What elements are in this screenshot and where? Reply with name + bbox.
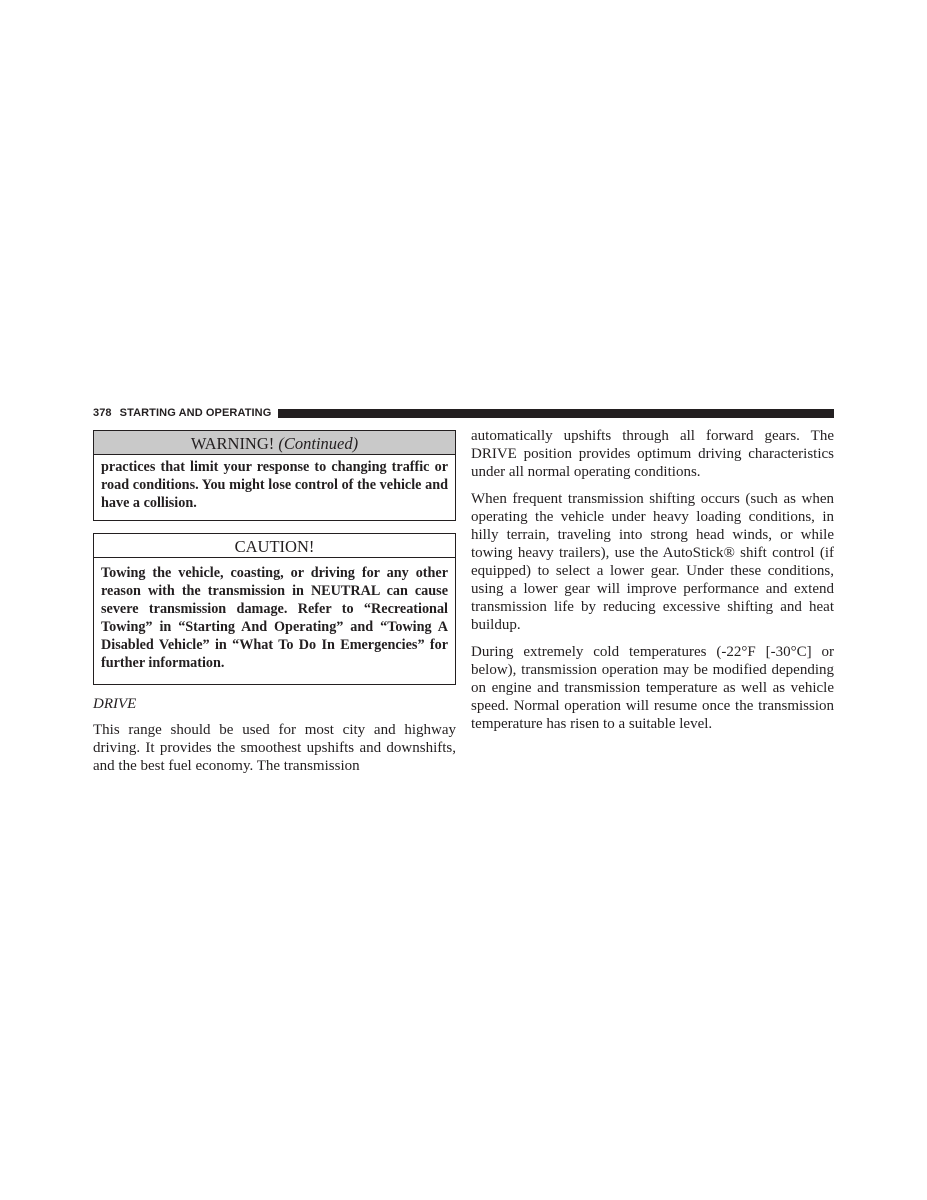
caution-title: CAUTION! (94, 534, 455, 558)
drive-paragraph: This range should be used for most city and highway driving. It provides the smoothest upshifts and downshifts, and the best fuel economy. The transmission (93, 722, 456, 774)
warning-continued: (Continued) (278, 434, 359, 453)
drive-heading: DRIVE (93, 696, 137, 712)
left-column (93, 430, 456, 775)
page-header (93, 405, 834, 421)
warning-body: practices that limit your response to changing traffic or road conditions. You might lose control of the vehicle and have a collision. (101, 459, 448, 511)
header-rule (278, 409, 834, 418)
right-column (471, 427, 834, 733)
section-title: STARTING AND OPERATING (119, 407, 272, 419)
right-paragraph-2: When frequent transmission shifting occurs (such as when operating the vehicle under heavy loading conditions, in hilly terrain, traveling into strong head winds, or while towing heavy trailers), use the AutoStick® shift control (if equipped) to select a lower gear. Under these conditions, using a lower gear will improve performance and extend transmission life by reducing excessive shifting and heat buildup. (471, 491, 834, 633)
right-paragraph-3: During extremely cold temperatures (-22°F [-30°C] or below), transmission operation may be modified depending on engine and transmission temperature as well as vehicle speed. Normal operation will resume once the transmission temperature has risen to a suitable level. (471, 644, 834, 732)
right-paragraph-1: automatically upshifts through all forward gears. The DRIVE position provides optimum driving characteristics under all normal operating conditions. (471, 428, 834, 480)
warning-box (93, 430, 456, 521)
caution-box (93, 533, 456, 685)
page-number: 378 (93, 407, 112, 419)
warning-label: WARNING! (190, 434, 275, 453)
warning-title (94, 431, 455, 455)
caution-body: Towing the vehicle, coasting, or driving for any other reason with the transmission in NEUTRAL can cause severe transmission damage. Refer to “Recreational Towing” in “Starting And Operating” and “Towing A Disabled Vehicle” in “What To Do In Emergencies” for further information. (101, 565, 448, 671)
